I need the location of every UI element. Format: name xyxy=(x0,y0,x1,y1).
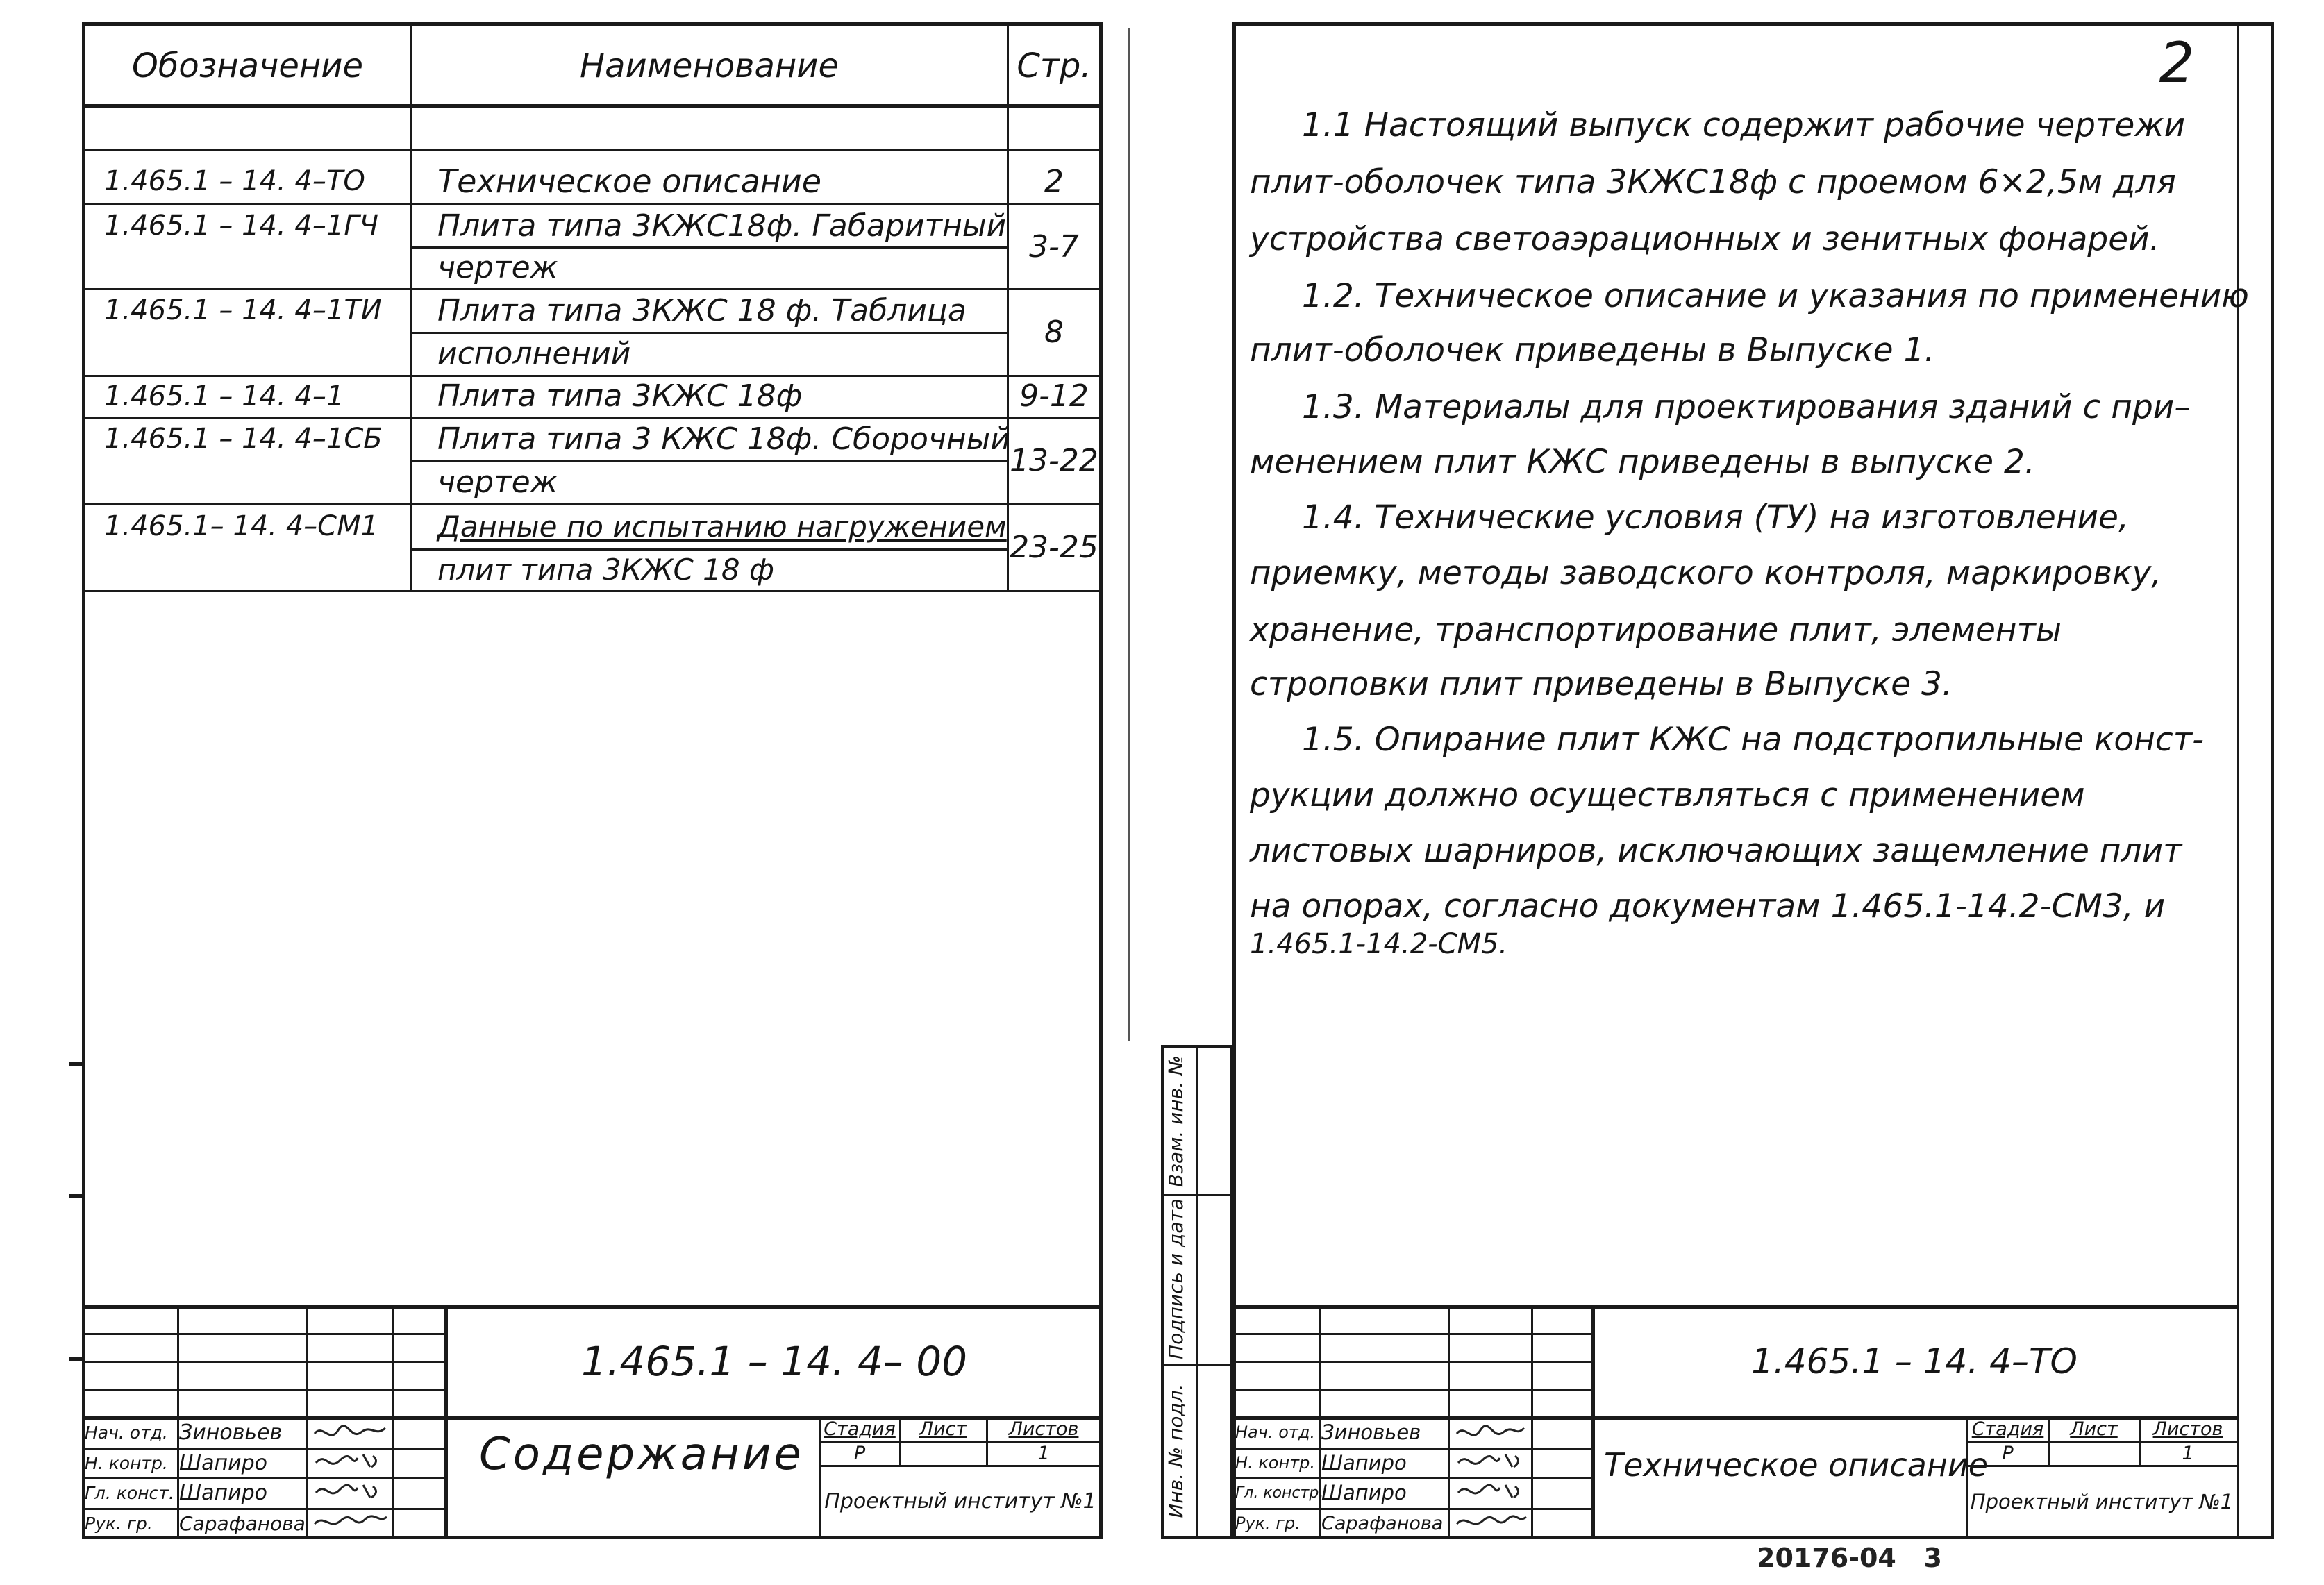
sheet-label: Лист xyxy=(919,1418,967,1440)
stamp-person: Зиновьев xyxy=(1321,1420,1421,1444)
stamp-title: Техническое описание xyxy=(1604,1446,1989,1484)
row-name: Плита типа 3КЖС 18ф xyxy=(437,378,803,414)
paragraph-1-line: плит-оболочек типа 3КЖС18ф с проемом 6×2,5м для xyxy=(1250,163,2176,201)
row-page: 9-12 xyxy=(1019,378,1089,414)
stamp-role: Рук. гр. xyxy=(85,1513,153,1534)
stage-value: Р xyxy=(853,1442,866,1464)
row-name-continued: чертеж xyxy=(437,464,558,500)
row-name: Техническое описание xyxy=(437,162,822,200)
paragraph-4-line: 1.4. Технические условия (ТУ) на изготовление, xyxy=(1302,498,2129,537)
row-designation: 1.465.1 – 14. 4–1ГЧ xyxy=(104,210,379,242)
paragraph-1-line: устройства светоаэрационных и зенитных фонарей. xyxy=(1250,220,2160,258)
paragraph-4-line: приемку, методы заводского контроля, маркировку, xyxy=(1250,554,2162,592)
stamp-code: 1.465.1 – 14. 4– 00 xyxy=(580,1338,968,1385)
row-designation: 1.465.1 – 14. 4–1 xyxy=(104,380,344,412)
margin-tick xyxy=(69,1062,82,1066)
header-designation: Обозначение xyxy=(131,47,364,85)
paragraph-5-line: рукции должно осуществляться с применением xyxy=(1250,776,2085,814)
stage-label: Стадия xyxy=(824,1418,896,1440)
stamp-role: Гл. констр. xyxy=(1235,1484,1324,1502)
sheet-label: Лист xyxy=(2070,1418,2118,1440)
stamp-role: Нач. отд. xyxy=(1235,1423,1316,1442)
row-name: Плита типа 3 КЖС 18ф. Сборочный xyxy=(437,421,1010,457)
row-page: 23-25 xyxy=(1010,529,1098,565)
signature-scribbles xyxy=(1451,1420,1529,1536)
stamp-role: Рук. гр. xyxy=(1235,1513,1301,1533)
table-bottom xyxy=(82,590,1103,592)
footer-number: 20176-04 3 xyxy=(1757,1543,1942,1573)
header-divider xyxy=(82,104,1103,108)
paragraph-3-line: 1.3. Материалы для проектирования зданий с при– xyxy=(1302,388,2191,426)
paragraph-3-line: менением плит КЖС приведены в выпуске 2. xyxy=(1250,443,2035,481)
stamp-role: Гл. конст. xyxy=(85,1482,174,1503)
signature-scribbles xyxy=(309,1420,391,1536)
row-divider xyxy=(82,149,1103,151)
row-name: Плита типа 3КЖС18ф. Габаритный xyxy=(437,208,1007,244)
right-margin-line xyxy=(2237,22,2239,1539)
stamp-role: Н. контр. xyxy=(1235,1453,1316,1473)
org-name: Проектный институт №1 xyxy=(1970,1489,2234,1513)
stamp-title: Содержание xyxy=(479,1429,804,1480)
row-name-continued: плит типа 3КЖС 18 ф xyxy=(437,552,774,587)
stamp-person: Сарафанова xyxy=(179,1511,306,1535)
stamp-role: Нач. отд. xyxy=(85,1422,168,1443)
row-page: 13-22 xyxy=(1010,442,1098,478)
paragraph-4-line: хранение, транспортирование плит, элементы xyxy=(1250,611,2062,649)
stamp-role: Н. контр. xyxy=(85,1452,168,1473)
row-page: 8 xyxy=(1044,314,1064,350)
header-page: Стр. xyxy=(1017,47,1092,85)
row-designation: 1.465.1 – 14. 4–1СБ xyxy=(104,423,383,455)
stamp-person: Шапиро xyxy=(179,1480,267,1505)
row-name-continued: исполнений xyxy=(437,336,631,371)
stamp-code: 1.465.1 – 14. 4–ТО xyxy=(1751,1341,2078,1382)
margin-tick xyxy=(69,1194,82,1198)
row-name: Данные по испытанию нагружением xyxy=(437,509,1007,544)
sheets-label: Листов xyxy=(2152,1418,2223,1440)
org-name: Проектный институт №1 xyxy=(824,1489,1096,1513)
paragraph-4-line: строповки плит приведены в Выпуске 3. xyxy=(1250,665,1953,703)
stage-value: Р xyxy=(2002,1442,2014,1464)
paragraph-5-line: на опорах, согласно документам 1.465.1-14.2-СМ3, и xyxy=(1250,887,2166,925)
page-number: 2 xyxy=(2159,30,2195,95)
row-name: Плита типа 3КЖС 18 ф. Таблица xyxy=(437,292,967,328)
row-page: 2 xyxy=(1044,163,1064,199)
row-name-continued: чертеж xyxy=(437,249,558,285)
paragraph-2-line: 1.2. Техническое описание и указания по применению xyxy=(1302,277,2249,315)
sheets-label: Листов xyxy=(1008,1418,1079,1440)
paragraph-1-line: 1.1 Настоящий выпуск содержит рабочие чертежи xyxy=(1302,106,2186,144)
side-label: Подпись и дата xyxy=(1164,1198,1187,1359)
row-designation: 1.465.1– 14. 4–СМ1 xyxy=(104,510,379,542)
header-name: Наименование xyxy=(579,47,839,85)
col-divider xyxy=(410,22,412,592)
paragraph-5-line: 1.5. Опирание плит КЖС на подстропильные конст- xyxy=(1302,721,2205,759)
stamp-person: Шапиро xyxy=(1321,1481,1407,1504)
margin-tick xyxy=(69,1357,82,1361)
paragraph-5-line: листовых шарниров, исключающих защемление плит xyxy=(1250,832,2182,870)
row-designation: 1.465.1 – 14. 4–ТО xyxy=(104,165,365,197)
paragraph-5-line: 1.465.1-14.2-СМ5. xyxy=(1250,928,1508,960)
stamp-person: Шапиро xyxy=(179,1450,267,1475)
stamp-person: Зиновьев xyxy=(179,1420,283,1445)
row-page: 3-7 xyxy=(1029,228,1079,265)
side-label: Инв. № подл. xyxy=(1164,1384,1187,1518)
side-label: Взам. инв. № xyxy=(1164,1055,1187,1188)
stage-label: Стадия xyxy=(1971,1418,2044,1440)
paragraph-2-line: плит-оболочек приведены в Выпуске 1. xyxy=(1250,331,1935,369)
sheets-value: 1 xyxy=(1037,1442,1050,1464)
stamp-person: Сарафанова xyxy=(1321,1512,1444,1534)
stamp-person: Шапиро xyxy=(1321,1451,1407,1475)
fold-line xyxy=(1128,28,1130,1041)
row-designation: 1.465.1 – 14. 4–1ТИ xyxy=(104,294,382,326)
sheet-value: 1 xyxy=(2182,1442,2194,1464)
